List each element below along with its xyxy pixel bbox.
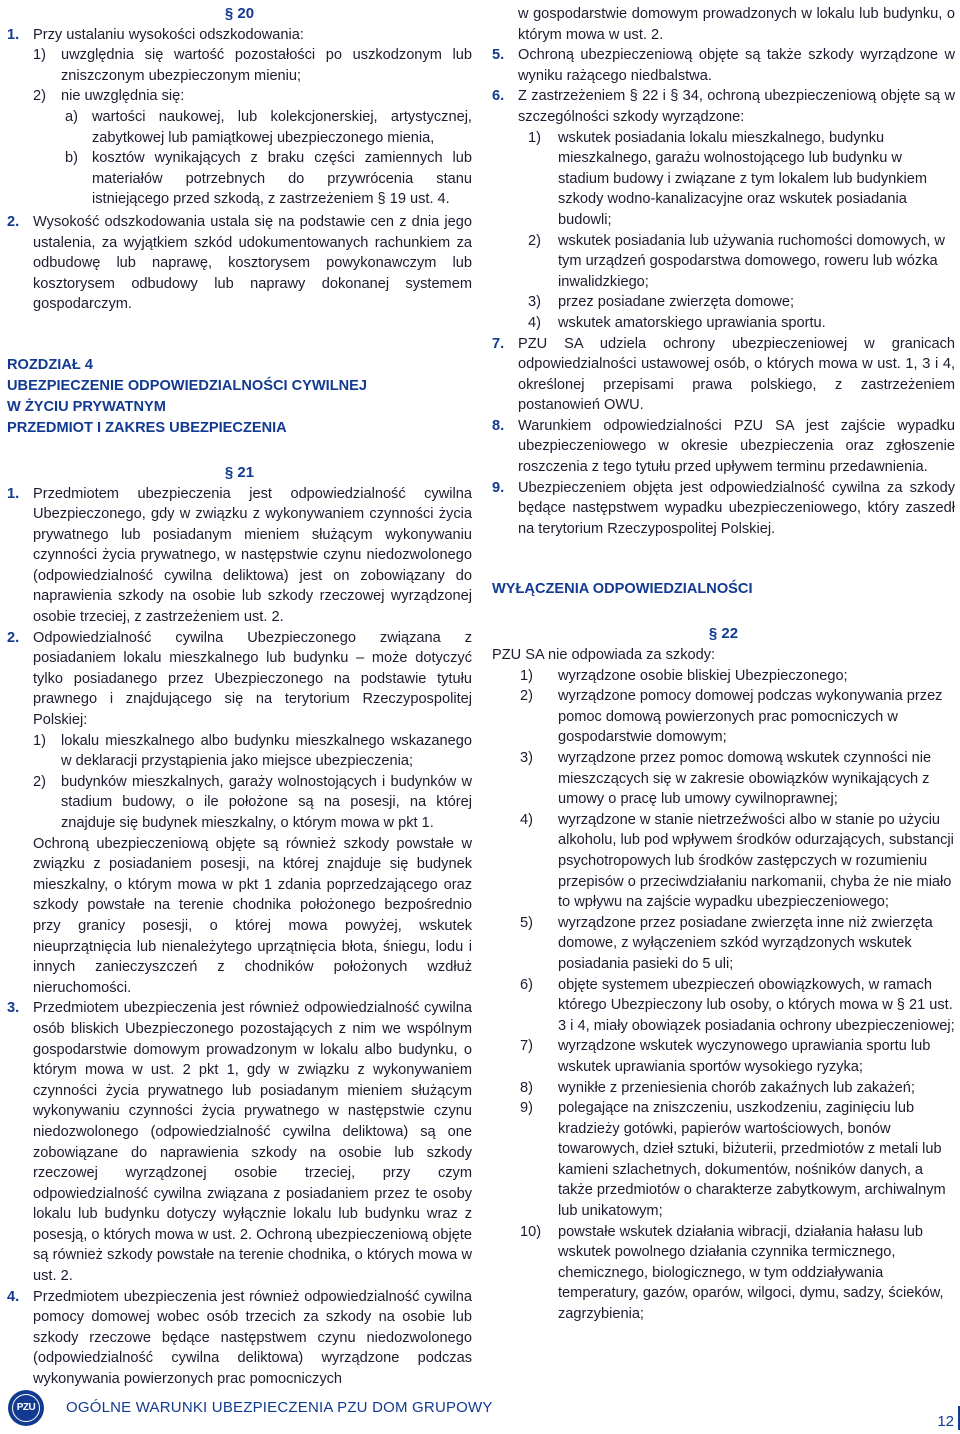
paragraph-text: Przedmiotem ubezpieczenia jest również odpowiedzialność cywilna pomocy domowej wobec osób trzecich za szkody na osobie lub szkody rzeczowe będące następstwem czynu niedozwolonego (odpowiedzialność cywilna deliktowa) wyrządzone podczas wykonywania powierzonych prac pomocniczych bbox=[33, 1288, 472, 1388]
paragraph-21-2-continuation: Ochroną ubezpieczeniową objęte są również szkody powstałe w związku z posiadaniem posesji, na której znajduje się budynek mieszkalny, o którym mowa w pkt 1 zdania poprzedzającego oraz szkody powstałe na terenie chodnika położonego bezpośrednio przy granicy posesji, o której mowa powyżej, wskutek nieuprzątnięcia lub nienależytego uprzątnięcia błota, śniegu, lodu i innych zanieczyszczeń z chodników położonych wzdłuż nieruchomości. bbox=[33, 835, 472, 996]
letter-text: wartości naukowej, lub kolekcjonerskiej, artystycznej, zabytkowej lub pamiątkowej ubezpieczonego mienia, bbox=[92, 108, 472, 146]
point-21-6-4 bbox=[492, 313, 955, 334]
point-number: 2) bbox=[520, 688, 533, 705]
exclusions-heading: WYŁĄCZENIA ODPOWIEDZIALNOŚCI bbox=[492, 581, 753, 598]
paragraph-20-1 bbox=[7, 25, 472, 46]
letter-text: kosztów wynikających z braku części zamiennych lub materiałów potrzebnych do przywrócenia stanu istniejącego przed szkodą, z zastrzeżeniem § 19 ust. 4. bbox=[92, 150, 472, 208]
section-20-heading: § 20 bbox=[224, 5, 255, 22]
point-21-2-1 bbox=[7, 731, 472, 772]
point-text: nie uwzględnia się: bbox=[61, 88, 185, 105]
point-number: 4) bbox=[528, 314, 541, 331]
letter-number: a) bbox=[65, 108, 78, 125]
exclusion-item-10 bbox=[492, 1222, 955, 1325]
paragraph-text: Wysokość odszkodowania ustala się na podstawie cen z dnia jego ustalenia, za wyjątkiem szkód udokumentowanych rachunkiem za odbudowę lub naprawę, kosztorysem powykonawczym lub kosztorysem odbudowy lub naprawy dokonanej systemem gospodarczym. bbox=[33, 213, 472, 313]
exclusion-item-6 bbox=[492, 975, 955, 1037]
paragraph-number: 3. bbox=[7, 1000, 20, 1017]
point-number: 9) bbox=[520, 1100, 533, 1117]
point-number: 1) bbox=[33, 47, 46, 64]
point-text: wskutek posiadania lub używania ruchomości domowych, w tym urządzeń gospodarstwa domowego, roweru lub wózka inwalidzkiego; bbox=[558, 232, 945, 290]
point-number: 5) bbox=[520, 914, 533, 931]
point-20-1-1 bbox=[7, 45, 472, 86]
pzu-logo-text: PZU bbox=[12, 1394, 40, 1422]
exclusions-intro: PZU SA nie odpowiada za szkody: bbox=[492, 647, 716, 664]
point-text: przez posiadane zwierzęta domowe; bbox=[558, 294, 795, 311]
paragraph-20-2 bbox=[7, 212, 472, 315]
point-text: powstałe wskutek działania wibracji, działania hałasu lub wskutek powolnego działania czynnika termicznego, chemicznego, biologicznego, w tym oddziaływania temperatury, gazów, oparów, wilgoci, dymu, sadzy, ścieków, zagrzybienia; bbox=[558, 1223, 944, 1323]
point-number: 2) bbox=[528, 232, 541, 249]
point-21-6-3 bbox=[492, 292, 955, 313]
point-number: 1) bbox=[520, 667, 533, 684]
point-number: 1) bbox=[528, 129, 541, 146]
exclusion-item-5 bbox=[492, 913, 955, 975]
paragraph-21-8 bbox=[492, 416, 955, 478]
exclusion-item-4 bbox=[492, 810, 955, 913]
paragraph-21-1 bbox=[7, 484, 472, 628]
paragraph-text: Przedmiotem ubezpieczenia jest odpowiedzialność cywilna Ubezpieczonego, gdy w związku z wykonywaniem czynności życia prywatnego lub posiadanym mieniem służącym wykonywaniu czynności życia prywatnego, w następstwie czynu niedozwolonego (odpowiedzialność cywilna deliktowa) jest on zobowiązany do naprawienia szkody na osobie lub szkody rzeczowej wyrządzonej osobie trzeciej, z zastrzeżeniem ust. 2. bbox=[33, 485, 472, 626]
chapter-number: ROZDZIAŁ 4 bbox=[7, 356, 93, 373]
paragraph-number: 4. bbox=[7, 1288, 20, 1305]
paragraph-text: PZU SA udziela ochrony ubezpieczeniowej w granicach odpowiedzialności ustawowej osób, o których mowa w ust. 1, 3 i 4, określonej przepisami prawa polskiego, z zastrzeżeniem postanowień OWU. bbox=[518, 335, 955, 414]
paragraph-number: 1. bbox=[7, 26, 20, 43]
paragraph-text: Odpowiedzialność cywilna Ubezpieczonego związana z posiadaniem lokalu mieszkalnego lub budynku – może dotyczyć tylko posiadanego przez Ubezpieczonego na podstawie tytułu prawnego i znajdującego się na terytorium Rzeczypospolitej Polskiej: bbox=[33, 629, 472, 729]
paragraph-number: 8. bbox=[492, 417, 505, 434]
exclusion-item-7 bbox=[492, 1036, 955, 1077]
pzu-logo-icon bbox=[8, 1390, 44, 1426]
chapter-title-line-2: W ŻYCIU PRYWATNYM bbox=[7, 398, 166, 415]
paragraph-text: Ochroną ubezpieczeniową objęte są także szkody wyrządzone w wyniku rażącego niedbalstwa. bbox=[518, 47, 955, 84]
point-20-1-2 bbox=[7, 86, 472, 107]
paragraph-number: 7. bbox=[492, 335, 505, 352]
right-column bbox=[492, 4, 955, 1325]
exclusion-item-1 bbox=[492, 666, 955, 687]
point-number: 10) bbox=[520, 1223, 542, 1240]
section-22-heading: § 22 bbox=[708, 625, 739, 643]
paragraph-number: 6. bbox=[492, 88, 505, 105]
point-number: 3) bbox=[528, 294, 541, 311]
paragraph-21-4 bbox=[7, 1287, 472, 1390]
paragraph-number: 2. bbox=[7, 629, 20, 646]
point-number: 8) bbox=[520, 1079, 533, 1096]
paragraph-text: Warunkiem odpowiedzialności PZU SA jest zajście wypadku ubezpieczeniowego w okresie ubezpieczenia oraz zgłoszenie roszczenia z tego tytułu przed upływem terminu przedawnienia. bbox=[518, 417, 955, 476]
paragraph-21-7 bbox=[492, 334, 955, 416]
paragraph-number: 1. bbox=[7, 485, 20, 502]
paragraph-21-6 bbox=[492, 86, 955, 127]
point-21-6-2 bbox=[492, 231, 955, 293]
point-number: 7) bbox=[520, 1038, 533, 1055]
letter-20-1-2-a bbox=[7, 107, 472, 148]
paragraph-text: Przedmiotem ubezpieczenia jest również odpowiedzialność cywilna osób bliskich Ubezpieczonego pozostających z nim we wspólnym gospodarstwie domowym prowadzonym w lokalu albo budynku, o którym mowa w ust. 2 pkt 1, gdy w związku z wykonywaniem czynności życia prywatnego lub posiadanym mieniem służącym wykonywaniu czynności życia prywatnego w następstwie czynu niedozwolonego (odpowiedzialność cywilna deliktowa) są one zobowiązane do naprawienia szkody na osobie lub szkody rzeczowej wyrządzonej osobie trzeciej, przy czym odpowiedzialność cywilna związana z posiadaniem przez te osoby lokalu lub budynku dotyczy wyłącznie lokalu lub budynku wraz z posesją, o których mowa w ust. 2. Ochroną ubezpieczeniową objęte są również szkody powstałe na terenie chodnika, o których mowa w ust. 2. bbox=[33, 1000, 472, 1285]
chapter-heading bbox=[7, 355, 472, 439]
point-text: wyrządzone w stanie nietrzeźwości albo w stanie po użyciu alkoholu, lub pod wpływem środków odurzających, substancji psychotropowych lub środków zastępczych w rozumieniu przepisów o przeciwdziałaniu narkomanii, chyba że nie miało to wpływu na zajście wypadku ubezpieczeniowego; bbox=[558, 811, 954, 911]
point-text: uwzględnia się wartość pozostałości po uszkodzonym lub zniszczonym ubezpieczonym mieniu; bbox=[61, 47, 472, 84]
point-number: 3) bbox=[520, 750, 533, 766]
paragraph-21-2 bbox=[7, 628, 472, 731]
paragraph-text: Przy ustalaniu wysokości odszkodowania: bbox=[33, 26, 304, 43]
letter-number: b) bbox=[65, 150, 78, 167]
point-text: wyrządzone pomocy domowej podczas wykonywania przez pomoc domową powierzonych prac pomocniczych w gospodarstwie domowym; bbox=[558, 688, 943, 746]
exclusion-item-3 bbox=[492, 748, 955, 810]
paragraph-text: Ubezpieczeniem objęta jest odpowiedzialność cywilna za szkody będące następstwem wypadku ubezpieczeniowego, który zaszedł na terytorium Rzeczypospolitej Polskiej. bbox=[518, 479, 955, 537]
point-number: 4) bbox=[520, 811, 533, 828]
paragraph-number: 2. bbox=[7, 213, 20, 230]
point-number: 2) bbox=[33, 773, 46, 790]
section-21-heading: § 21 bbox=[224, 463, 255, 481]
paragraph-21-5 bbox=[492, 45, 955, 86]
point-text: wynikłe z przeniesienia chorób zakaźnych lub zakażeń; bbox=[558, 1079, 915, 1096]
point-text: wyrządzone osobie bliskiej Ubezpieczonego; bbox=[558, 667, 848, 684]
page-footer bbox=[0, 1382, 960, 1434]
point-text: objęte systemem ubezpieczeń obowiązkowych, w ramach którego Ubezpieczony lub osoby, o których mowa w § 21 ust. 3 i 4, miały obowiązek posiadania ochrony ubezpieczeniowej; bbox=[558, 976, 955, 1034]
paragraph-21-9 bbox=[492, 478, 955, 540]
exclusion-item-8 bbox=[492, 1078, 955, 1099]
page-number: 12 bbox=[937, 1413, 954, 1430]
point-text: polegające na zniszczeniu, uszkodzeniu, zaginięciu lub kradzieży gotówki, papierów wartościowych, bonów towarowych, dzieł sztuki, biżuterii, przedmiotów z metali lub kamieni szlachetnych, dokumentów, nośników danych, a także przedmiotów o charakterze zabytkowym, archiwalnym lub unikatowym; bbox=[558, 1100, 946, 1220]
left-column bbox=[7, 4, 472, 1390]
point-number: 2) bbox=[33, 88, 46, 105]
footer-title: OGÓLNE WARUNKI UBEZPIECZENIA PZU DOM GRUPOWY bbox=[66, 1399, 493, 1416]
paragraph-21-3 bbox=[7, 998, 472, 1286]
point-number: 6) bbox=[520, 976, 533, 993]
paragraph-text: Z zastrzeżeniem § 22 i § 34, ochroną ubezpieczeniową objęte są w szczególności szkody wyrządzone: bbox=[518, 88, 955, 125]
paragraph-number: 9. bbox=[492, 479, 505, 496]
point-21-2-2 bbox=[7, 772, 472, 834]
exclusion-item-2 bbox=[492, 686, 955, 748]
point-text: wyrządzone wskutek wyczynowego uprawiania sportu lub wskutek uprawiania sportów wysokiego ryzyka; bbox=[558, 1038, 931, 1075]
paragraph-21-4-continuation: w gospodarstwie domowym prowadzonych w lokalu lub budynku, o którym mowa w ust. 2. bbox=[518, 6, 955, 43]
letter-20-1-2-b bbox=[7, 148, 472, 210]
point-text: wskutek amatorskiego uprawiania sportu. bbox=[558, 314, 826, 331]
point-text: lokalu mieszkalnego albo budynku mieszkalnego wskazanego w deklaracji przystąpienia jako miejsce ubezpieczenia; bbox=[61, 732, 472, 770]
point-text: wyrządzone przez pomoc domową wskutek czynności nie mieszczących się w zakresie obowiązków wynikających z umowy o pracę lub umowy cywilnoprawnej; bbox=[558, 750, 932, 808]
point-21-6-1 bbox=[492, 128, 955, 231]
point-text: budynków mieszkalnych, garaży wolnostojących i budynków w stadium budowy, o ile położone są na posesji, na której znajduje się budynek mieszkalny, o którym mowa w pkt 1. bbox=[61, 773, 472, 831]
chapter-title-line-1: UBEZPIECZENIE ODPOWIEDZIALNOŚCI CYWILNEJ bbox=[7, 377, 367, 394]
exclusion-item-9 bbox=[492, 1098, 955, 1222]
chapter-subtitle: PRZEDMIOT I ZAKRES UBEZPIECZENIA bbox=[7, 419, 287, 436]
point-text: wyrządzone przez posiadane zwierzęta inne niż zwierzęta domowe, z wyłączeniem szkód wyrządzonych wskutek posiadania pasieki do 5 uli; bbox=[558, 914, 933, 972]
point-text: wskutek posiadania lokalu mieszkalnego, budynku mieszkalnego, garażu wolnostojącego lub budynku w stadium budowy i związane z tym lokalem lub budynkiem szkody wodno-kanalizacyjne oraz wskutek posiadania budowli; bbox=[558, 129, 928, 228]
point-number: 1) bbox=[33, 732, 46, 749]
paragraph-number: 5. bbox=[492, 47, 505, 64]
